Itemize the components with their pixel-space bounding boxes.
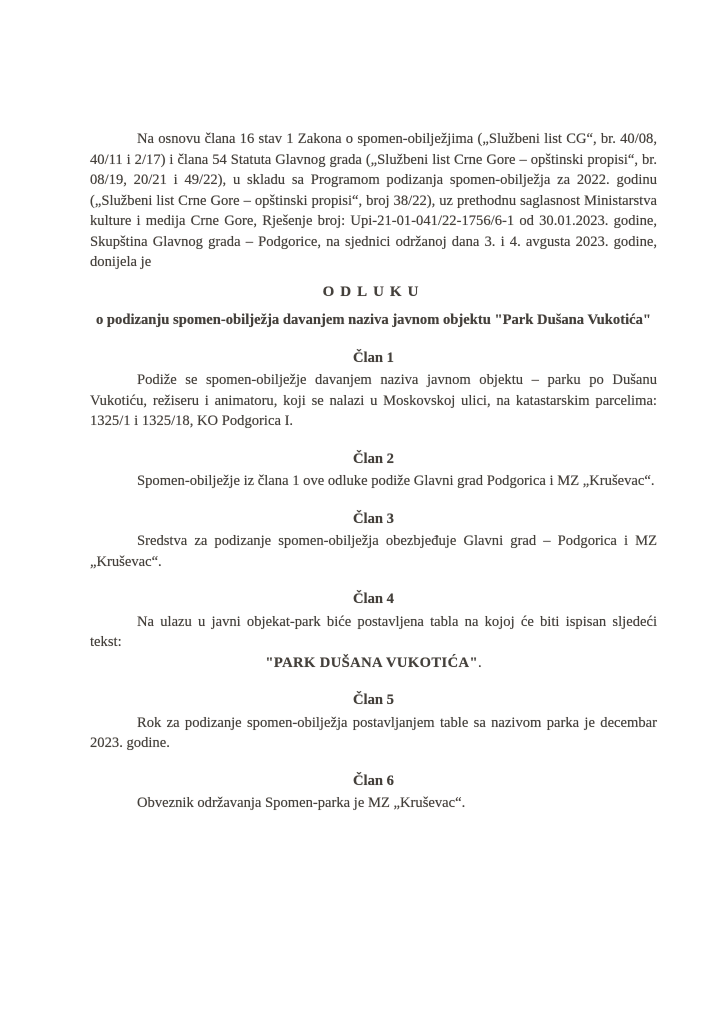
article-6-heading: Član 6 — [353, 772, 394, 789]
plaque-suffix: . — [477, 654, 482, 671]
article-6-body: Obveznik održavanja Spomen-parka je MZ „Kruševac“. — [137, 795, 466, 811]
article-3-heading: Član 3 — [353, 510, 394, 527]
article-4-body: Na ulazu u javni objekat-park biće postavljena tabla na kojoj će biti ispisan sljedeći tekst: — [90, 613, 657, 650]
article-4-plaque-line — [90, 653, 657, 674]
decision-subtitle: o podizanju spomen-obilježja davanjem naziva javnom objektu "Park Dušana Vukotića" — [95, 312, 651, 328]
document-content — [90, 129, 657, 814]
article-4-heading: Član 4 — [353, 591, 394, 607]
article-1-body: Podiže se spomen-obilježje davanjem naziva javnom objektu – parku po Dušanu Vukotiću, režiseru i animatoru, koji se nalazi u Moskovskoj ulici, na katastarskim parcelima: 1325/1 i 1325/18, KO Podgorica I. — [90, 372, 657, 429]
intro-paragraph: Na osnovu člana 16 stav 1 Zakona o spomen-obilježjima („Službeni list CG“, br. 40/08, 40/11 i 2/17) i člana 54 Statuta Glavnog grada („Službeni list Crne Gore – opštinski propisi“, br. 08/19, 20/21 i 49/22), u skladu sa Programom podizanja spomen-obilježja za 2022. godinu („Službeni list Crne Gore – opštinski propisi“, broj 38/22), uz prethodnu saglasnost Ministarstva kulture i medija Crne Gore, Rješenje broj: Upi-21-01-041/22-1756/6-1 od 30.01.2023. godine, Skupština Glavnog grada – Podgorice, na sjednici održanoj dana 3. i 4. avgusta 2023. godine, donijela je — [90, 131, 657, 270]
article-1-heading: Član 1 — [353, 349, 394, 366]
article-5-heading: Član 5 — [353, 692, 394, 708]
plaque-name-text: "PARK DUŠANA VUKOTIĆA" — [265, 654, 478, 671]
article-2-body: Spomen-obilježje iz člana 1 ove odluke podiže Glavni grad Podgorica i MZ „Kruševac“. — [137, 473, 655, 489]
article-5-body: Rok za podizanje spomen-obilježja postavljanjem table sa nazivom parka je decembar 2023. godine. — [90, 714, 657, 751]
decision-title: ODLUKU — [322, 283, 425, 300]
article-3-body: Sredstva za podizanje spomen-obilježja obezbjeđuje Glavni grad – Podgorica i MZ „Kruševac“. — [90, 533, 657, 570]
article-2-heading: Član 2 — [353, 450, 394, 467]
